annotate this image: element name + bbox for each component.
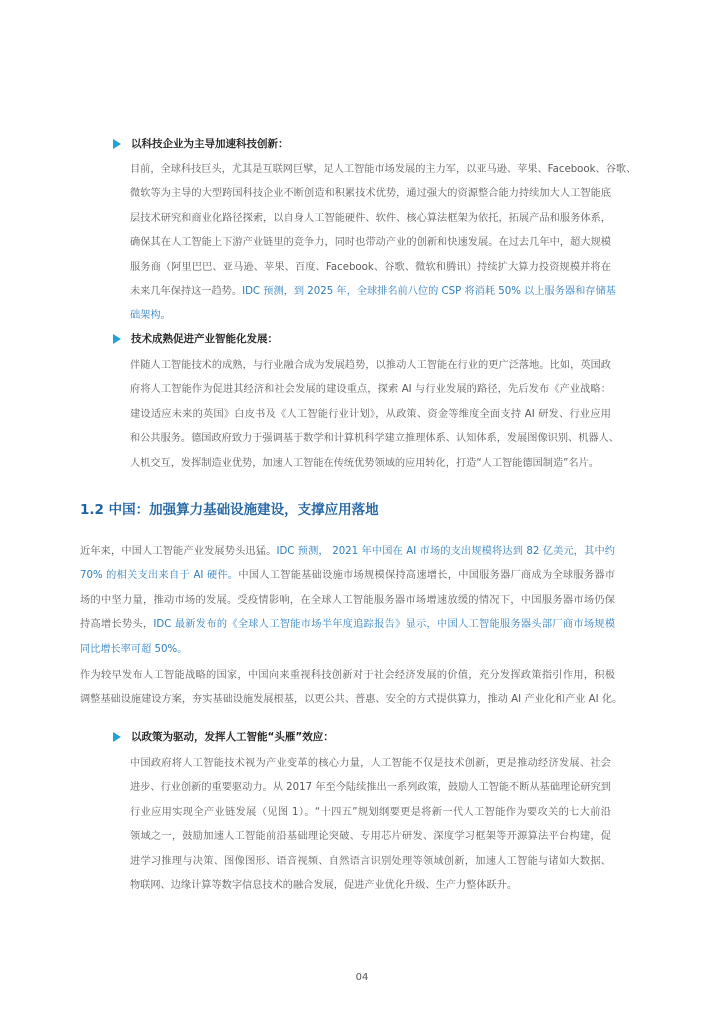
paragraph <box>80 540 615 662</box>
text-line <box>130 403 611 427</box>
body-text: 进学习推理与决策、图像图形、语音视频、自然语言识别处理等领域创新，加速人工智能与诸如大数据、 <box>130 855 611 867</box>
text-line <box>130 427 619 451</box>
body-text: 未来几年保持这一趋势。 <box>130 285 243 297</box>
text-line <box>80 589 615 613</box>
body-text: 行业应用实现全产业链发展（见图 1）。“十四五”规划纲要更是将新一代人工智能作为要攻关的七大前沿 <box>130 806 611 818</box>
text-line <box>80 564 615 588</box>
text-line <box>130 776 611 800</box>
body-text: 进步、行业创新的重要驱动力。从 2017 年至今陆续推出一系列政策，鼓励人工智能不断从基础理论研究到 <box>130 782 611 794</box>
body-text: 和公共服务。德国政府致力于强调基于数学和计算机科学建立推理体系、认知体系，发展图像识别、机器人、 <box>130 433 619 445</box>
text-line <box>130 231 611 255</box>
body-text: 物联网、边缘计算等数字信息技术的融合发展，促进产业优化升级、生产力整体跃升。 <box>130 879 518 891</box>
bullet-heading-policy <box>113 729 334 744</box>
section-title: 1.2 中国：加强算力基础设施建设，支撑应用落地 <box>80 502 379 518</box>
body-text: 作为较早发布人工智能战略的国家，中国向来重视科技创新对于社会经济发展的价值，充分发挥政策指引作用，积极 <box>80 670 615 681</box>
bullet-heading-text: 技术成熟促进产业智能化发展： <box>131 333 278 345</box>
text-line <box>80 688 623 712</box>
text-line <box>80 540 615 564</box>
triangle-bullet-icon <box>113 139 121 149</box>
paragraph <box>130 158 637 329</box>
text-line <box>130 752 611 776</box>
body-text: 中国政府将人工智能技术视为产业变革的核心力量，人工智能不仅是技术创新，更是推动经济发展、社会 <box>130 758 611 769</box>
highlighted-text: 础架构。 <box>130 310 171 322</box>
text-line <box>80 638 615 662</box>
text-line <box>130 874 611 898</box>
highlighted-text: IDC 预测，到 2025 年，全球排名前八位的 CSP 将消耗 50% 以上服务器和存储基 <box>242 285 616 297</box>
body-text: 人机交互，发挥制造业优势，加速人工智能在传统优势领域的应用转化，打造“人工智能德国制造”名片。 <box>130 457 599 469</box>
bullet-heading-tech-maturity <box>113 331 278 346</box>
body-text: 持高增长势头， <box>80 619 154 631</box>
text-line <box>130 378 611 402</box>
body-text: 层技术研究和商业化路径探索，以自身人工智能硬件、软件、核心算法框架为依托，拓展产品和服务体系， <box>130 212 611 224</box>
text-line <box>130 207 611 231</box>
text-line <box>130 304 611 328</box>
body-text: 伴随人工智能技术的成熟，与行业融合成为发展趋势，以推动人工智能在行业的更广泛落地。比如，英国政 <box>130 360 611 371</box>
body-text: 微软等为主导的大型跨国科技企业不断创造和积累技术优势，通过强大的资源整合能力持续加大人工智能底 <box>130 188 611 200</box>
highlighted-text: 同比增长率可超 50%。 <box>80 643 188 655</box>
body-text: 服务商（阿里巴巴、亚马逊、苹果、百度、Facebook、谷歌、微软和腾讯）持续扩大算力投资规模并将在 <box>130 261 611 273</box>
text-line <box>130 280 616 304</box>
page-number: 04 <box>355 972 369 983</box>
bullet-heading-tech-companies <box>113 136 289 151</box>
body-text: 中国人工智能基础设施市场规模保持高速增长，中国服务器厂商成为全球服务器市 <box>238 570 615 582</box>
body-text: 目前，全球科技巨头，尤其是互联网巨擘，足人工智能市场发展的主力军，以亚马逊、苹果、Facebook、谷歌、 <box>130 164 637 175</box>
body-text: 府将人工智能作为促进其经济和社会发展的建设重点，探索 AI 与行业发展的路径，先后发布《产业战略： <box>130 384 611 396</box>
text-line <box>130 354 611 378</box>
text-line <box>130 825 611 849</box>
text-line <box>130 158 637 182</box>
body-text: 场的中坚力量，推动市场的发展。受疫情影响，在全球人工智能服务器市场增速放缓的情况下，中国服务器市场仍保 <box>80 594 615 606</box>
highlighted-text: 70% 的相关支出来自于 AI 硬件。 <box>80 570 239 582</box>
text-line <box>130 850 611 874</box>
text-line <box>130 801 611 825</box>
highlighted-text: IDC 最新发布的《全球人工智能市场半年度追踪报告》显示，中国人工智能服务器头部厂商市场规模 <box>153 619 615 631</box>
triangle-bullet-icon <box>113 732 121 742</box>
text-line <box>80 613 615 637</box>
bullet-heading-text: 以科技企业为主导加速科技创新： <box>131 138 289 150</box>
body-text: 近年来，中国人工智能产业发展势头迅猛。 <box>80 546 277 557</box>
body-text: 确保其在人工智能上下游产业链里的竞争力，同时也带动产业的创新和快速发展。在过去几年中，超大规模 <box>130 237 611 249</box>
triangle-bullet-icon <box>113 334 121 344</box>
text-line <box>80 664 615 688</box>
body-text: 建设适应未来的英国》白皮书及《人工智能行业计划》，从政策、资金等维度全面支持 AI 研发、行业应用 <box>130 408 611 420</box>
text-line <box>130 256 611 280</box>
bullet-heading-text: 以政策为驱动，发挥人工智能“头雁”效应： <box>131 731 334 743</box>
body-text: 领域之一，鼓励加速人工智能前沿基础理论突破、专用芯片研发、深度学习框架等开源算法平台构建，促 <box>130 831 611 843</box>
paragraph <box>130 354 619 476</box>
body-text: 调整基础设施建设方案，夯实基础设施发展根基，以更公共、普惠、安全的方式提供算力，推动 AI 产业化和产业 AI 化。 <box>80 694 623 706</box>
paragraph <box>80 664 623 713</box>
text-line <box>130 452 611 476</box>
highlighted-text: IDC 预测， 2021 年中国在 AI 市场的支出规模将达到 82 亿美元，其中约 <box>276 546 615 557</box>
text-line <box>130 182 611 206</box>
paragraph <box>130 752 611 898</box>
